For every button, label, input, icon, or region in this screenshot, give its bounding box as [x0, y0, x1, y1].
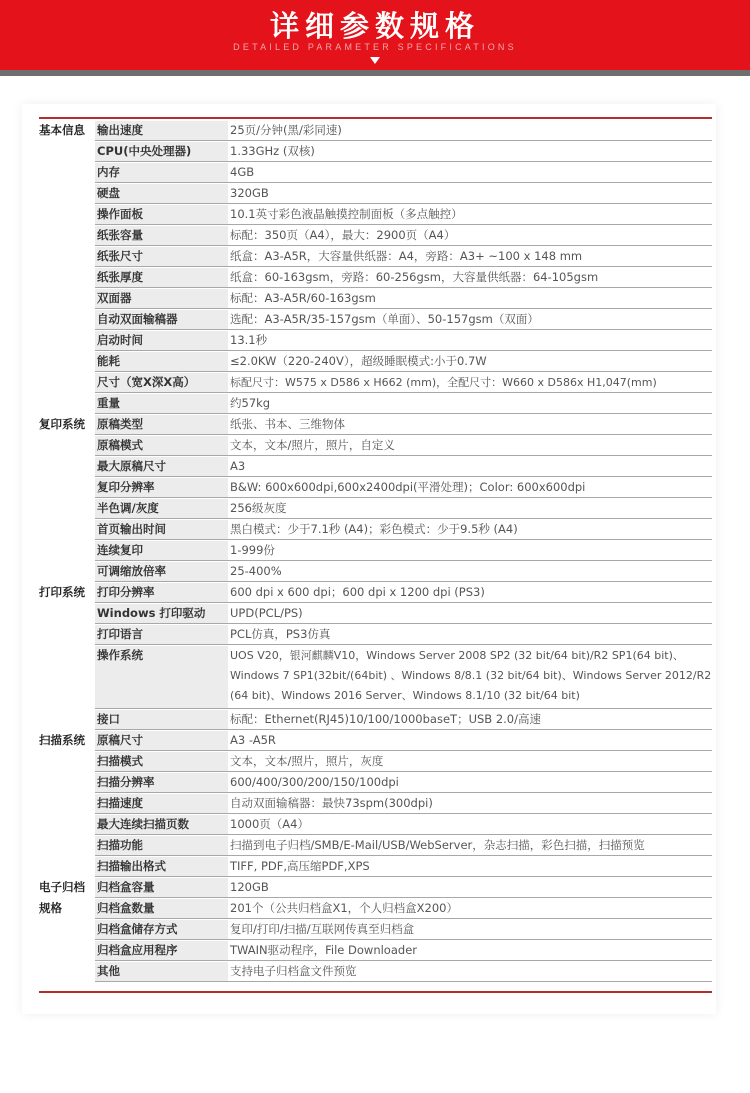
spec-value: 600/400/300/200/150/100dpi — [228, 773, 712, 793]
section-label-copy: 复印系统 — [39, 417, 85, 431]
spec-label: 归档盒数量 — [97, 901, 155, 915]
spec-label: 双面器 — [97, 291, 132, 305]
spec-value: 13.1秒 — [228, 331, 712, 351]
spec-label: 操作系统 — [97, 648, 143, 662]
spec-row — [39, 710, 712, 731]
spec-label: 连续复印 — [97, 543, 143, 557]
spec-label-cell — [95, 436, 228, 456]
spec-label-cell — [95, 394, 228, 414]
spec-row — [39, 604, 712, 625]
header-banner — [0, 0, 750, 70]
spec-label-cell — [95, 962, 228, 982]
spec-value: 120GB — [228, 878, 712, 898]
spec-label: 归档盒储存方式 — [97, 922, 178, 936]
spec-value: 标配尺寸：W575 x D586 x H662 (mm)，全配尺寸：W660 x D586x H1,047(mm) — [228, 373, 712, 393]
spec-label-cell — [95, 331, 228, 351]
spec-label: 复印分辨率 — [97, 480, 155, 494]
spec-value: 纸张、书本、三维物体 — [228, 415, 712, 435]
spec-value: 黑白模式：少于7.1秒 (A4)；彩色模式：少于9.5秒 (A4) — [228, 520, 712, 540]
section-label-basic: 基本信息 — [39, 123, 85, 137]
spec-row — [39, 520, 712, 541]
spec-row — [39, 184, 712, 205]
spec-label: 原稿尺寸 — [97, 733, 143, 747]
spec-row — [39, 331, 712, 352]
spec-label: 操作面板 — [97, 207, 143, 221]
spec-label-cell — [95, 457, 228, 477]
spec-label-cell — [95, 289, 228, 309]
spec-label: 扫描输出格式 — [97, 859, 166, 873]
spec-value: 256级灰度 — [228, 499, 712, 519]
spec-label: 自动双面输稿器 — [97, 312, 178, 326]
spec-label-cell — [95, 121, 228, 141]
page-title: 详细参数规格 — [269, 9, 480, 43]
spec-label: 打印分辨率 — [97, 585, 155, 599]
spec-value: 纸盒：A3-A5R，大容量供纸器：A4，旁路：A3+ ~100 x 148 mm — [228, 247, 712, 267]
spec-row — [39, 836, 712, 857]
table-top-rule — [39, 117, 712, 119]
spec-value: 自动双面输稿器：最快73spm(300dpi) — [228, 794, 712, 814]
spec-label-cell — [95, 142, 228, 162]
section-label-line: 电子归档 — [39, 880, 85, 894]
spec-label-cell — [95, 352, 228, 372]
spec-label: 纸张厚度 — [97, 270, 143, 284]
spec-value: PCL仿真，PS3仿真 — [228, 625, 712, 645]
spec-value: 约57kg — [228, 394, 712, 414]
spec-row — [39, 857, 712, 878]
spec-row — [39, 794, 712, 815]
spec-label-cell — [95, 373, 228, 393]
down-arrow-icon — [370, 57, 380, 64]
spec-row — [39, 562, 712, 583]
section-label-print: 打印系统 — [39, 585, 85, 599]
spec-row — [39, 457, 712, 478]
spec-row — [39, 247, 712, 268]
spec-value: 25-400% — [228, 562, 712, 582]
spec-label: 归档盒应用程序 — [97, 943, 178, 957]
spec-label: CPU(中央处理器) — [97, 144, 192, 158]
spec-row — [39, 752, 712, 773]
spec-row — [39, 625, 712, 646]
spec-value: A3 -A5R — [228, 731, 712, 751]
spec-label-cell — [95, 268, 228, 288]
spec-value: 1.33GHz (双核) — [228, 142, 712, 162]
spec-value: 201个（公共归档盒X1，个人归档盒X200） — [228, 899, 712, 919]
spec-row — [39, 163, 712, 184]
spec-row — [39, 142, 712, 163]
spec-row — [39, 268, 712, 289]
spec-label: 扫描模式 — [97, 754, 143, 768]
spec-label: 硬盘 — [97, 186, 120, 200]
spec-label-cell — [95, 899, 228, 919]
spec-row — [39, 941, 712, 962]
spec-label: 可调缩放倍率 — [97, 564, 166, 578]
spec-label: 纸张尺寸 — [97, 249, 143, 263]
spec-label-cell — [95, 310, 228, 330]
spec-label: 扫描分辨率 — [97, 775, 155, 789]
spec-value: ≤2.0KW（220-240V），超级睡眠模式:小于0.7W — [228, 352, 712, 372]
spec-row — [39, 899, 712, 920]
spec-value: 标配：350页（A4），最大：2900页（A4） — [228, 226, 712, 246]
spec-label: 打印语言 — [97, 627, 143, 641]
spec-label: 能耗 — [97, 354, 120, 368]
spec-value: 1-999份 — [228, 541, 712, 561]
spec-label-cell — [95, 562, 228, 582]
spec-value: TWAIN驱动程序，File Downloader — [228, 941, 712, 961]
spec-label: 输出速度 — [97, 123, 143, 137]
spec-row — [39, 289, 712, 310]
spec-label-cell — [95, 752, 228, 772]
spec-value: B&W: 600x600dpi,600x2400dpi(平滑处理)；Color: 600x600dpi — [228, 478, 712, 498]
spec-label-cell — [95, 710, 228, 730]
spec-label-cell — [95, 773, 228, 793]
spec-row — [39, 815, 712, 836]
spec-value: 扫描到电子归档/SMB/E-Mail/USB/WebServer，杂志扫描，彩色扫描，扫描预览 — [228, 836, 712, 856]
spec-row — [39, 436, 712, 457]
spec-label-cell — [95, 604, 228, 624]
spec-row — [39, 478, 712, 499]
spec-value: 25页/分钟(黑/彩同速) — [228, 121, 712, 141]
spec-label-cell — [95, 478, 228, 498]
spec-label: 扫描功能 — [97, 838, 143, 852]
spec-label: 其他 — [97, 964, 120, 978]
table-bottom-rule — [39, 991, 712, 993]
spec-row — [39, 541, 712, 562]
spec-table — [22, 104, 716, 1014]
spec-row — [39, 731, 712, 752]
spec-label-cell — [95, 499, 228, 519]
spec-label: 重量 — [97, 396, 120, 410]
spec-label: 接口 — [97, 712, 120, 726]
spec-label-cell — [95, 205, 228, 225]
spec-value: 复印/打印/扫描/互联网传真至归档盒 — [228, 920, 712, 940]
spec-label-cell — [95, 184, 228, 204]
spec-label-cell — [95, 541, 228, 561]
spec-row — [39, 121, 712, 142]
spec-value: 1000页（A4） — [228, 815, 712, 835]
page-subtitle: DETAILED PARAMETER SPECIFICATIONS — [233, 42, 517, 52]
spec-label: Windows 打印驱动 — [97, 606, 206, 620]
spec-label-cell — [95, 878, 228, 898]
spec-row — [39, 415, 712, 436]
spec-row — [39, 205, 712, 226]
spec-label-cell — [95, 415, 228, 435]
spec-value: 标配：Ethernet(RJ45)10/100/1000baseT；USB 2.0/高速 — [228, 710, 712, 730]
spec-value: 10.1英寸彩色液晶触摸控制面板（多点触控） — [228, 205, 712, 225]
spec-row — [39, 920, 712, 941]
spec-label: 原稿类型 — [97, 417, 143, 431]
spec-label-cell — [95, 163, 228, 183]
spec-label-cell — [95, 794, 228, 814]
spec-label-cell — [95, 941, 228, 961]
spec-row — [39, 583, 712, 604]
spec-value: 标配：A3-A5R/60-163gsm — [228, 289, 712, 309]
spec-label-cell — [95, 226, 228, 246]
spec-row — [39, 773, 712, 794]
spec-row — [39, 394, 712, 415]
spec-label: 半色调/灰度 — [97, 501, 159, 515]
spec-label: 归档盒容量 — [97, 880, 155, 894]
spec-label: 扫描速度 — [97, 796, 143, 810]
spec-label: 内存 — [97, 165, 120, 179]
spec-label-cell — [95, 731, 228, 751]
spec-value: UOS V20，银河麒麟V10，Windows Server 2008 SP2 (32 bit/64 bit)/R2 SP1(64 bit)、Windows 7 SP1(32bit/(64bit) 、Windows 8/8.1 (32 bit/64 bit)、Windows Server 2012/R2 (64 bit)、Windows 2016 Server、Windows 8.1/10 (32 bit/64 bit) — [228, 646, 712, 709]
spec-value: 4GB — [228, 163, 712, 183]
header-divider — [0, 70, 750, 76]
spec-label: 原稿模式 — [97, 438, 143, 452]
spec-label-cell — [95, 625, 228, 645]
spec-label: 首页输出时间 — [97, 522, 166, 536]
spec-row — [39, 962, 712, 983]
spec-row — [39, 352, 712, 373]
spec-label-cell — [95, 815, 228, 835]
section-label-scan: 扫描系统 — [39, 733, 85, 747]
spec-value: 文本，文本/照片，照片，自定义 — [228, 436, 712, 456]
spec-label-cell — [95, 583, 228, 603]
spec-row — [39, 226, 712, 247]
spec-value: UPD(PCL/PS) — [228, 604, 712, 624]
spec-value: 600 dpi x 600 dpi；600 dpi x 1200 dpi (PS3) — [228, 583, 712, 603]
spec-value: 纸盒：60-163gsm，旁路：60-256gsm，大容量供纸器：64-105gsm — [228, 268, 712, 288]
spec-value: 支持电子归档盒文件预览 — [228, 962, 712, 982]
spec-value: 320GB — [228, 184, 712, 204]
spec-value: TIFF, PDF,高压缩PDF,XPS — [228, 857, 712, 877]
spec-row — [39, 646, 712, 710]
spec-label: 纸张容量 — [97, 228, 143, 242]
spec-row — [39, 499, 712, 520]
spec-label-cell — [95, 920, 228, 940]
spec-label: 最大连续扫描页数 — [97, 817, 189, 831]
spec-label-cell — [95, 857, 228, 877]
spec-label-cell — [95, 520, 228, 540]
section-label-line: 规格 — [39, 901, 62, 915]
spec-value: 选配：A3-A5R/35-157gsm（单面）、50-157gsm（双面） — [228, 310, 712, 330]
spec-row — [39, 310, 712, 331]
spec-value: 文本，文本/照片，照片，灰度 — [228, 752, 712, 772]
spec-row — [39, 373, 712, 394]
spec-label: 最大原稿尺寸 — [97, 459, 166, 473]
spec-label-cell — [95, 646, 228, 709]
spec-label: 启动时间 — [97, 333, 143, 347]
spec-label: 尺寸（宽X深X高） — [97, 375, 196, 389]
spec-label-cell — [95, 247, 228, 267]
spec-label-cell — [95, 836, 228, 856]
spec-value: A3 — [228, 457, 712, 477]
